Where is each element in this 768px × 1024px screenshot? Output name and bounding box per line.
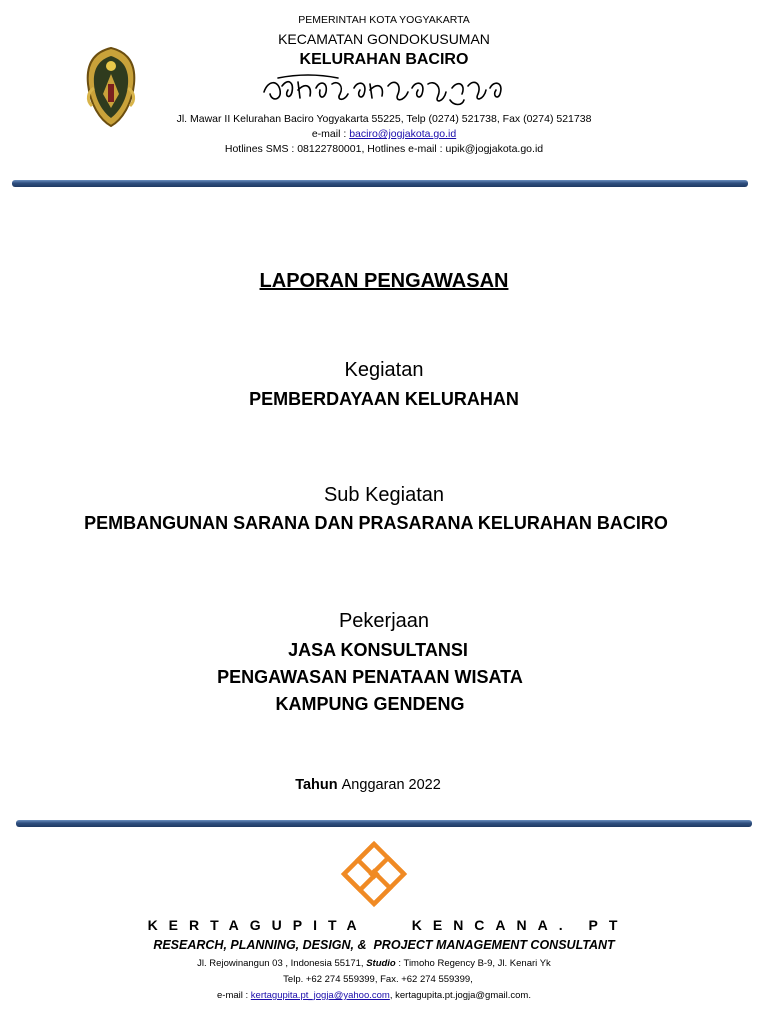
budget-year-text: Anggaran 2022 [341,777,441,793]
work-line-2: PENGAWASAN PENATAAN WISATA [217,667,523,687]
header-government: PEMERINTAH KOTA YOGYAKARTA [298,14,470,26]
work-line-1: JASA KONSULTANSI [288,640,468,660]
report-title: LAPORAN PENGAWASAN [259,270,509,292]
header-email-line [0,128,768,140]
activity-label: Kegiatan [344,359,424,381]
header-village: KELURAHAN BACIRO [299,51,469,68]
header-address: Jl. Mawar II Kelurahan Baciro Yogyakarta 55225, Telp (0274) 521738, Fax (0274) 521738 [176,113,592,125]
consultant-address [0,958,758,969]
budget-year-label: Tahun [295,777,338,793]
consultant-tagline [0,938,768,952]
header-email-link[interactable]: baciro@jogjakota.go.id [349,128,457,140]
consultant-email-link-1[interactable]: kertagupita.pt_jogja@yahoo.com [250,990,390,1001]
sub-activity-value: PEMBANGUNAN SARANA DAN PRASARANA KELURAHAN BACIRO [84,513,668,533]
consultant-studio-label: Studio [366,958,396,969]
consultant-address-a: Jl. Rejowinangun 03 , Indonesia 55171, [197,958,367,969]
header-district: KECAMATAN GONDOKUSUMAN [278,31,490,47]
consultant-name-text: KERTAGUPITA KENCANA. PT [147,917,629,933]
budget-year [0,777,752,793]
javanese-script-image [258,72,514,108]
consultant-tagline-text: RESEARCH, PLANNING, DESIGN, & PROJECT MANAGEMENT CONSULTANT [153,938,615,952]
consultant-email-label: e-mail : [217,990,251,1001]
bottom-divider [16,820,752,827]
sub-activity-label: Sub Kegiatan [323,484,445,506]
consultant-name [4,917,768,933]
consultant-phone: Telp. +62 274 559399, Fax. +62 274 559399, [283,974,473,985]
consultant-email-line [0,990,758,1001]
header-hotlines: Hotlines SMS : 08122780001, Hotlines e-mail : upik@jogjakota.go.id [224,143,544,155]
activity-value: PEMBERDAYAAN KELURAHAN [249,389,519,409]
work-label: Pekerjaan [338,610,430,632]
header-email-label: e-mail : [311,128,347,140]
top-divider [12,180,748,187]
consultant-email-2: , kertagupita.pt.jogja@gmail.com. [389,990,531,1001]
kertagupita-logo-icon [340,840,408,908]
consultant-address-b: : Timoho Regency B-9, Jl. Kenari Yk [395,958,551,969]
work-line-3: KAMPUNG GENDENG [275,694,465,714]
